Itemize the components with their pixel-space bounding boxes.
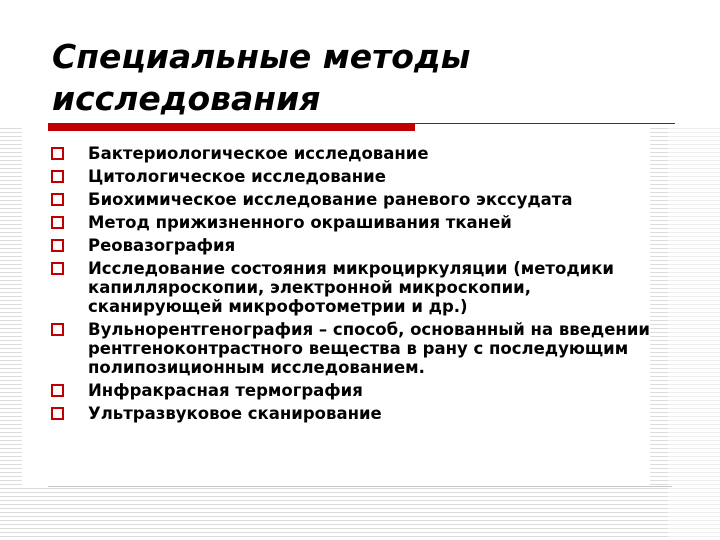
list-item-text: Бактериологическое исследование: [88, 144, 429, 163]
square-bullet-icon: [51, 239, 64, 252]
square-bullet-icon: [51, 384, 64, 397]
title-line-2: исследования: [52, 79, 321, 118]
square-bullet-icon: [51, 407, 64, 420]
list-item-text: Биохимическое исследование раневого экссудата: [88, 190, 573, 209]
list-item-text: Реовазография: [88, 236, 236, 255]
list-item: [50, 259, 670, 316]
list-item: [50, 213, 670, 232]
list-item: [50, 167, 670, 186]
list-item-text: Ультразвуковое сканирование: [88, 404, 382, 423]
title-line-1: Специальные методы: [52, 37, 471, 76]
bottom-divider: [48, 486, 672, 487]
square-bullet-icon: [51, 193, 64, 206]
square-bullet-icon: [51, 216, 64, 229]
list-item-text: Метод прижизненного окрашивания тканей: [88, 213, 512, 232]
list-item-text: Инфракрасная термография: [88, 381, 363, 400]
list-item-text: Вульнорентгенография – способ, основанный на введении рентгеноконтрастного вещества в рану с последующим полипозиционным исследованием.: [88, 320, 650, 377]
list-item: [50, 381, 670, 400]
side-panel: [668, 128, 720, 540]
title-underline-thick: [48, 123, 415, 131]
list-item: [50, 404, 670, 423]
list-item: [50, 320, 670, 377]
list-item: [50, 144, 670, 163]
list-item-text: Цитологическое исследование: [88, 167, 386, 186]
square-bullet-icon: [51, 323, 64, 336]
list-item: [50, 236, 670, 255]
square-bullet-icon: [51, 262, 64, 275]
slide-title: [52, 36, 672, 120]
title-underline-thin: [415, 123, 675, 124]
square-bullet-icon: [51, 147, 64, 160]
list-item-text: Исследование состояния микроциркуляции (методики капилляроскопии, электронной микроскопии, сканирующей микрофотометрии и др.): [88, 259, 614, 316]
bullet-list: [50, 144, 670, 427]
square-bullet-icon: [51, 170, 64, 183]
list-item: [50, 190, 670, 209]
